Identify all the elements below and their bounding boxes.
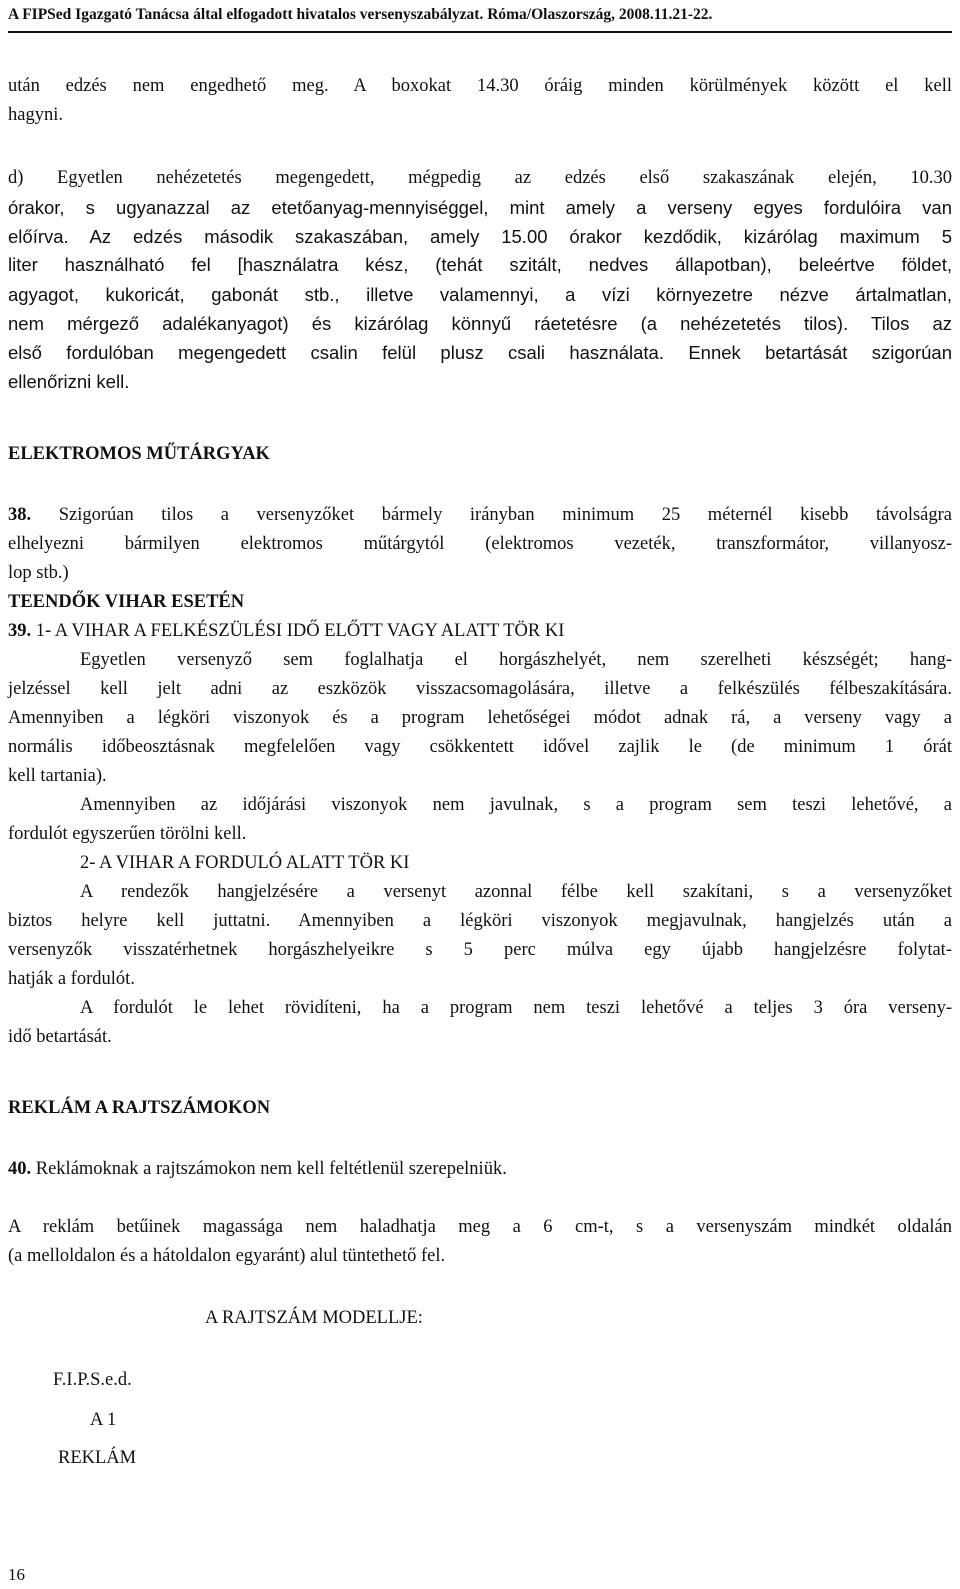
text-line: agyagot, kukoricát, gabonát stb., illetve valamennyi, a vízi környezetre nézve ártalmatlan, — [8, 284, 952, 305]
model-title: A RAJTSZÁM MODELLJE: — [205, 1308, 423, 1328]
section-heading: ELEKTROMOS MŰTÁRGYAK — [8, 444, 270, 464]
text-line: lop stb.) — [8, 563, 69, 583]
text-line: előírva. Az edzés második szakaszában, amely 15.00 órakor kezdődik, kizárólag maximum 5 — [8, 226, 952, 247]
text-line: első fordulóban megengedett csalin felül plusz csali használata. Ennek betartását szigorúan — [8, 342, 952, 363]
text-line: Amennyiben az időjárási viszonyok nem javulnak, s a program sem teszi lehetővé, a — [80, 795, 952, 815]
model-line-number: A 1 — [90, 1410, 117, 1430]
text-line: hagyni. — [8, 105, 63, 125]
text-line: 40. Reklámoknak a rajtszámokon nem kell feltétlenül szerepelniük. — [8, 1159, 507, 1179]
section-number: 39. — [8, 621, 32, 641]
model-line-fipsed: F.I.P.S.e.d. — [53, 1370, 132, 1390]
text-line: Egyetlen versenyző sem foglalhatja el horgászhelyét, nem szerelheti készségét; hang- — [80, 650, 952, 670]
text-line: Amennyiben a légköri viszonyok és a program lehetőségei módot adnak rá, a verseny vagy a — [8, 708, 952, 728]
text-line: jelzéssel kell jelt adni az eszközök visszacsomagolására, illetve a felkészülés félbeszakítására. — [8, 679, 952, 699]
text-line: idő betartását. — [8, 1027, 112, 1047]
subheading: 2- A VIHAR A FORDULÓ ALATT TÖR KI — [80, 853, 410, 873]
model-line-reklam: REKLÁM — [58, 1448, 137, 1468]
text-line: hatják a fordulót. — [8, 969, 135, 989]
header-rule — [8, 31, 952, 33]
section-number: 40. — [8, 1159, 32, 1179]
text-line: után edzés nem engedhető meg. A boxokat 14.30 óráig minden körülmények között el kell — [8, 76, 952, 96]
running-header: A FIPSed Igazgató Tanácsa által elfogadott hivatalos versenyszabályzat. Róma/Olaszország, 2008.11.21-22. — [8, 6, 713, 23]
text-line: biztos helyre kell juttatni. Amennyiben a légköri viszonyok megjavulnak, hangjelzés után a — [8, 911, 952, 931]
text-line: (a melloldalon és a hátoldalon egyaránt) alul tüntethető fel. — [8, 1246, 446, 1266]
text-line: A rendezők hangjelzésére a versenyt azonnal félbe kell szakítani, s a versenyzőket — [80, 882, 952, 902]
text-line: kell tartania). — [8, 766, 107, 786]
text-line: liter használható fel [használatra kész, (tehát szitált, nedves állapotban), beleértve földet, — [8, 254, 952, 275]
page-number: 16 — [8, 1565, 25, 1584]
section-heading: REKLÁM A RAJTSZÁMOKON — [8, 1098, 271, 1118]
text-line: normális időbeosztásnak megfelelően vagy csökkentett idővel zajlik le (de minimum 1 órát — [8, 737, 952, 757]
text-line: versenyzők visszatérhetnek horgászhelyeikre s 5 perc múlva egy újabb hangjelzésre folytat- — [8, 940, 952, 960]
text-line: elhelyezni bármilyen elektromos műtárgytól (elektromos vezeték, transzformátor, villanyosz- — [8, 534, 952, 554]
text-line: órakor, s ugyanazzal az etetőanyag-mennyiséggel, mint amely a verseny egyes fordulóira van — [8, 197, 952, 218]
text-line: 39. 1- A VIHAR A FELKÉSZÜLÉSI IDŐ ELŐTT VAGY ALATT TÖR KI — [8, 621, 565, 641]
section-heading: TEENDŐK VIHAR ESETÉN — [8, 592, 245, 612]
section-number: 38. — [8, 505, 32, 525]
text-line: ellenőrizni kell. — [8, 371, 130, 392]
text-line: nem mérgező adalékanyagot) és kizárólag könnyű ráetetésre (a nehézetetés tilos). Tilos az — [8, 313, 952, 334]
text-line: 38. Szigorúan tilos a versenyzőket bármely irányban minimum 25 méternél kisebb távolságra — [8, 505, 952, 525]
text-line: A reklám betűinek magassága nem haladhatja meg a 6 cm-t, s a versenyszám mindkét oldalán — [8, 1217, 952, 1237]
text-line: d) Egyetlen nehézetetés megengedett, mégpedig az edzés első szakaszának elején, 10.30 — [8, 168, 952, 188]
text-line: fordulót egyszerűen törölni kell. — [8, 824, 247, 844]
text-line: A fordulót le lehet rövidíteni, ha a program nem teszi lehetővé a teljes 3 óra verseny- — [80, 998, 952, 1018]
